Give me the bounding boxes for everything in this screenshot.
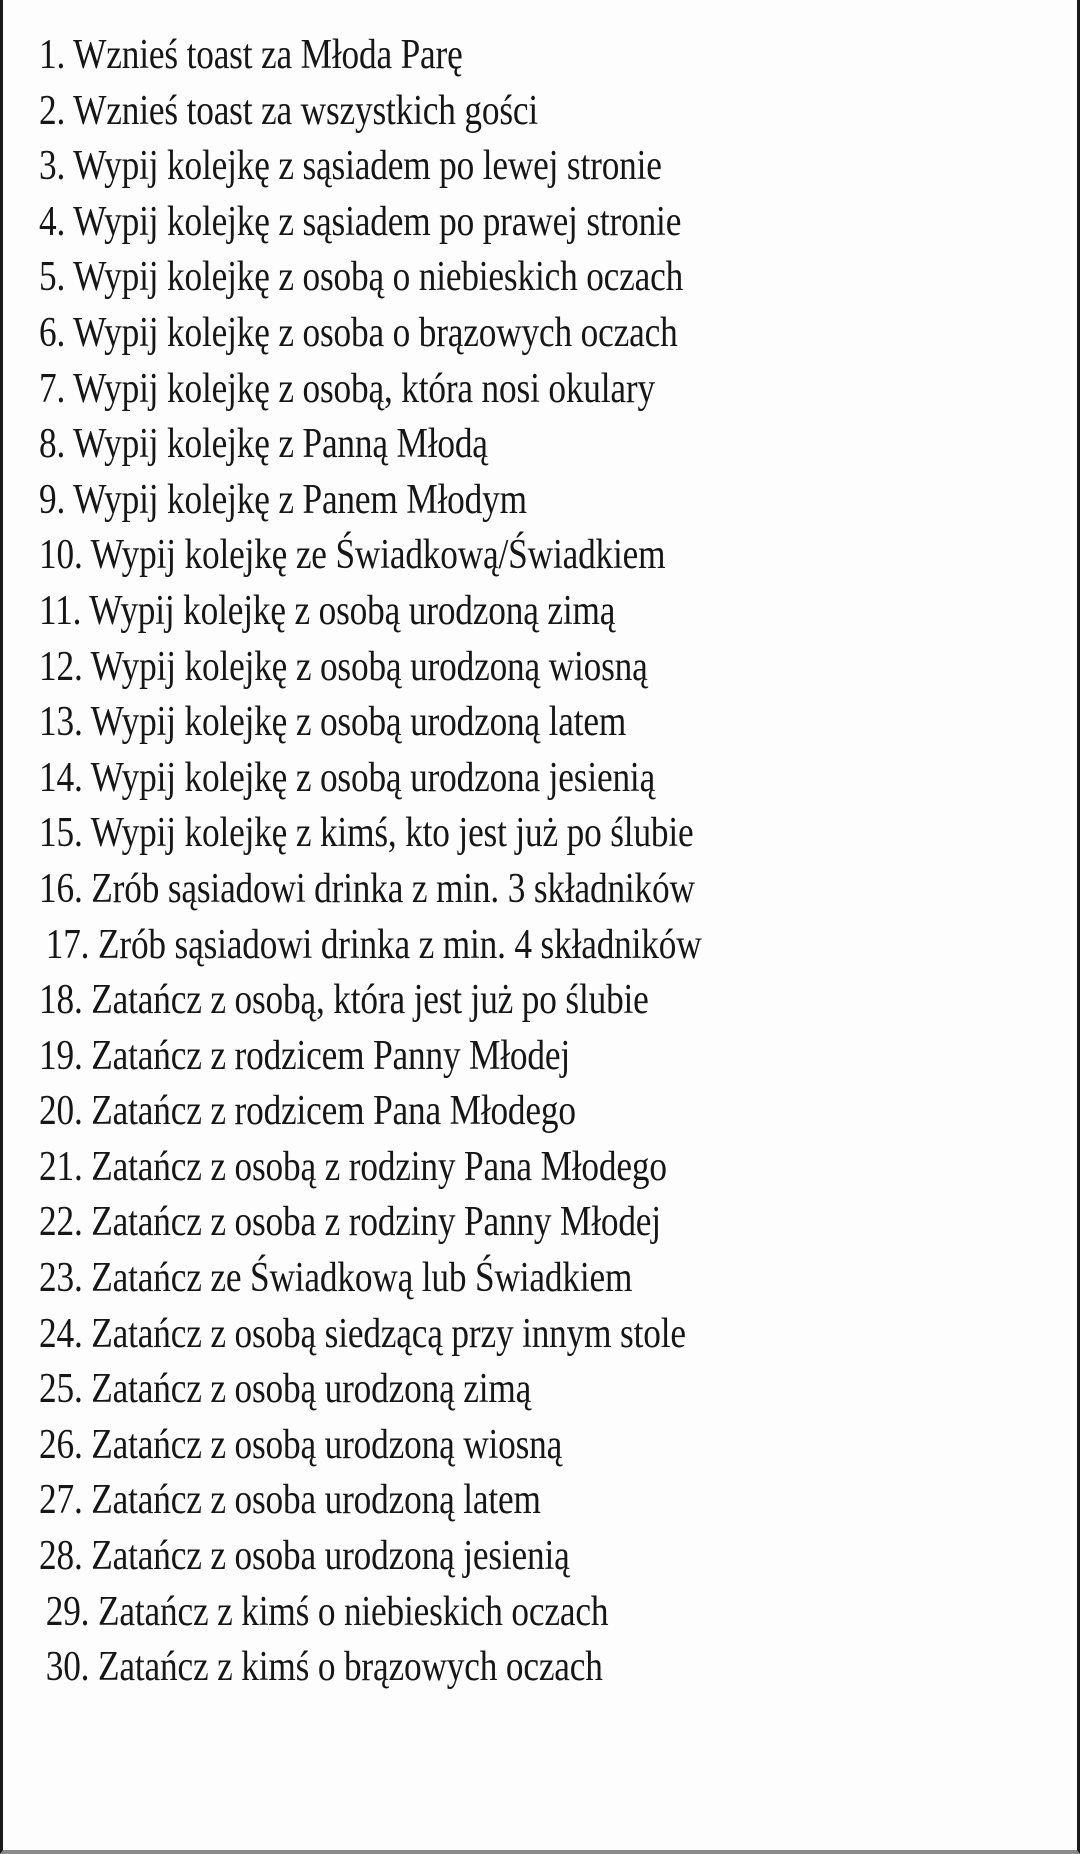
list-item	[39, 1084, 702, 1140]
list-item	[39, 473, 702, 529]
item-number: 25.	[39, 1366, 83, 1413]
list-item	[39, 862, 702, 918]
item-text: Wypij kolejkę z osobą o niebieskich oczach	[73, 254, 684, 301]
list-item	[39, 28, 702, 84]
list-item	[39, 1251, 702, 1307]
item-text: Zatańcz z osoba urodzoną latem	[91, 1477, 541, 1524]
item-text: Zatańcz ze Świadkową lub Świadkiem	[91, 1255, 633, 1302]
list-item	[39, 806, 702, 862]
item-number: 15.	[39, 810, 83, 857]
list-item	[39, 1473, 702, 1529]
item-text: Wypij kolejkę z osobą urodzoną wiosną	[90, 643, 648, 690]
list-item	[39, 306, 702, 362]
item-number: 18.	[39, 977, 83, 1024]
list-item	[39, 584, 702, 640]
list-item	[39, 417, 702, 473]
item-text: Zatańcz z kimś o brązowych oczach	[97, 1644, 603, 1691]
item-number: 19.	[39, 1032, 83, 1079]
list-item	[39, 1362, 702, 1418]
item-text: Zatańcz z osoba urodzoną jesienią	[91, 1533, 570, 1580]
item-text: Wypij kolejkę z osoba o brązowych oczach	[73, 309, 678, 356]
list-item	[39, 84, 702, 140]
item-text: Wypij kolejkę z osobą urodzona jesienią	[90, 754, 656, 801]
list-item	[39, 1195, 702, 1251]
list-item	[39, 139, 702, 195]
item-number: 14.	[39, 754, 83, 801]
item-text: Zatańcz z osoba z rodziny Panny Młodej	[91, 1199, 661, 1246]
item-number: 24.	[39, 1310, 83, 1357]
item-number: 21.	[39, 1143, 83, 1190]
item-text: Wznieś toast za Młoda Parę	[73, 32, 463, 78]
item-number: 22.	[39, 1199, 83, 1246]
list-item	[39, 695, 702, 751]
item-text: Zatańcz z osobą urodzoną zimą	[91, 1366, 532, 1413]
item-text: Wznieś toast za wszystkich gości	[73, 87, 539, 134]
item-text: Wypij kolejkę z osobą urodzoną zimą	[89, 587, 616, 634]
list-item	[39, 1418, 702, 1474]
list-item	[39, 918, 702, 974]
item-number: 26.	[39, 1421, 83, 1468]
item-number: 20.	[39, 1088, 83, 1135]
item-text: Wypij kolejkę z Panem Młodym	[73, 476, 527, 523]
item-text: Zatańcz z osobą, która jest już po ślubie	[91, 977, 649, 1024]
item-number: 3.	[39, 143, 66, 190]
list-item	[39, 1140, 702, 1196]
item-text: Wypij kolejkę ze Świadkową/Świadkiem	[90, 532, 666, 579]
item-number: 2.	[39, 87, 66, 134]
item-number: 17.	[45, 921, 90, 968]
list-item	[39, 1529, 702, 1585]
item-number: 11.	[39, 587, 82, 634]
item-number: 13.	[39, 699, 83, 746]
item-text: Zatańcz z rodzicem Pana Młodego	[91, 1088, 576, 1135]
list-item	[39, 1307, 702, 1363]
item-number: 30.	[45, 1644, 90, 1691]
list-item	[39, 1029, 702, 1085]
item-number: 1.	[39, 32, 66, 78]
item-text: Wypij kolejkę z Panną Młodą	[73, 421, 488, 468]
task-list	[39, 28, 828, 1696]
list-item	[39, 973, 702, 1029]
item-number: 7.	[39, 365, 66, 412]
list-item	[39, 1585, 702, 1641]
list-item	[39, 751, 702, 807]
item-number: 4.	[39, 198, 66, 245]
item-text: Zrób sąsiadowi drinka z min. 3 składników	[91, 865, 695, 912]
item-number: 8.	[39, 421, 66, 468]
list-item	[39, 640, 702, 696]
list-item	[39, 195, 702, 251]
list-item	[39, 250, 702, 306]
list-item	[39, 362, 702, 418]
item-number: 12.	[39, 643, 83, 690]
item-text: Zatańcz z osobą urodzoną wiosną	[91, 1421, 563, 1468]
item-text: Zatańcz z rodzicem Panny Młodej	[91, 1032, 570, 1079]
item-number: 6.	[39, 309, 66, 356]
item-number: 9.	[39, 476, 66, 523]
list-item	[39, 528, 702, 584]
list-item	[39, 1640, 702, 1696]
item-text: Wypij kolejkę z osobą urodzoną latem	[90, 699, 627, 746]
item-text: Zrób sąsiadowi drinka z min. 4 składników	[97, 921, 702, 968]
item-text: Wypij kolejkę z sąsiadem po lewej stronie	[73, 143, 662, 190]
item-number: 29.	[45, 1588, 90, 1635]
item-text: Zatańcz z osobą z rodziny Pana Młodego	[91, 1143, 667, 1190]
item-text: Wypij kolejkę z sąsiadem po prawej stronie	[73, 198, 682, 245]
item-number: 28.	[39, 1533, 83, 1580]
item-number: 23.	[39, 1255, 83, 1302]
item-text: Wypij kolejkę z osobą, która nosi okulary	[73, 365, 655, 412]
item-text: Wypij kolejkę z kimś, kto jest już po ślubie	[90, 810, 694, 857]
item-number: 10.	[39, 532, 83, 579]
item-number: 5.	[39, 254, 66, 301]
item-text: Zatańcz z osobą siedzącą przy innym stole	[91, 1310, 686, 1357]
item-number: 16.	[39, 865, 83, 912]
item-text: Zatańcz z kimś o niebieskich oczach	[97, 1588, 609, 1635]
item-number: 27.	[39, 1477, 83, 1524]
